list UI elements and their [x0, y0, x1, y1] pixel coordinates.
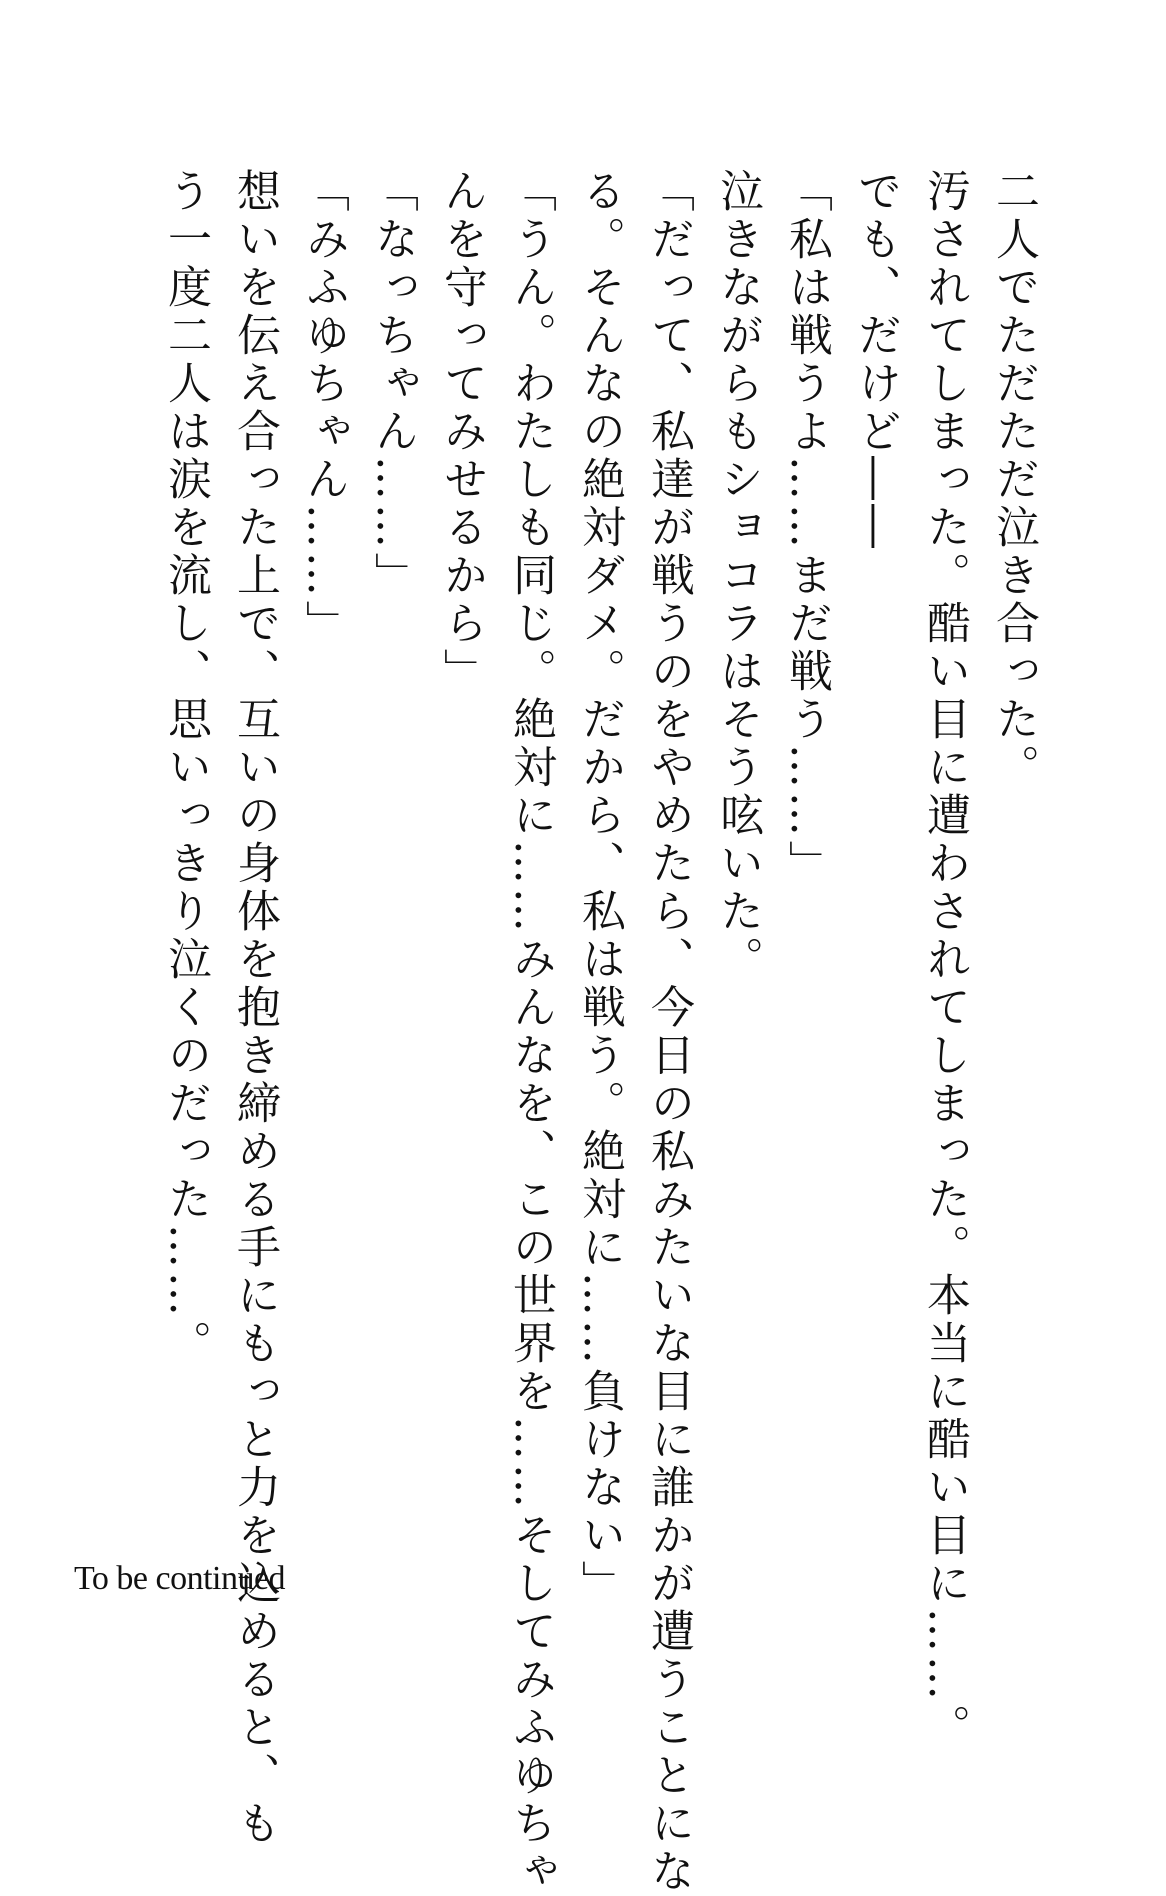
text-line-12: 想いを伝え合った上で、互いの身体を抱き締める手にもっと力を込めると、も — [229, 168, 280, 1848]
text-line-7: る。そんなの絶対ダメ。だから、私は戦う。絶対に……負けない」 — [574, 168, 625, 1608]
text-line-5: 泣きながらもショコラはそう呟いた。 — [712, 168, 763, 984]
text-line-2: 汚されてしまった。酷い目に遭わされてしまった。本当に酷い目に……。 — [919, 168, 970, 1752]
to-be-continued-footer: To be continued — [74, 1560, 286, 1597]
text-line-13: う一度二人は涙を流し、思いっきり泣くのだった……。 — [160, 168, 211, 1368]
text-line-6: 「だって、私達が戦うのをやめたら、今日の私みたいな目に誰かが遭うことにな — [643, 168, 694, 1896]
text-line-3: でも、だけど―― — [850, 168, 901, 552]
text-line-10: 「なっちゃん……」 — [367, 168, 418, 600]
text-line-9: んを守ってみせるから」 — [436, 168, 487, 696]
text-line-4: 「私は戦うよ……まだ戦う……」 — [781, 168, 832, 888]
text-line-8: 「うん。わたしも同じ。絶対に……みんなを、この世界を……そしてみふゆちゃ — [505, 168, 556, 1896]
text-line-1: 二人でただただ泣き合った。 — [988, 168, 1039, 792]
text-line-11: 「みふゆちゃん……」 — [298, 168, 349, 648]
